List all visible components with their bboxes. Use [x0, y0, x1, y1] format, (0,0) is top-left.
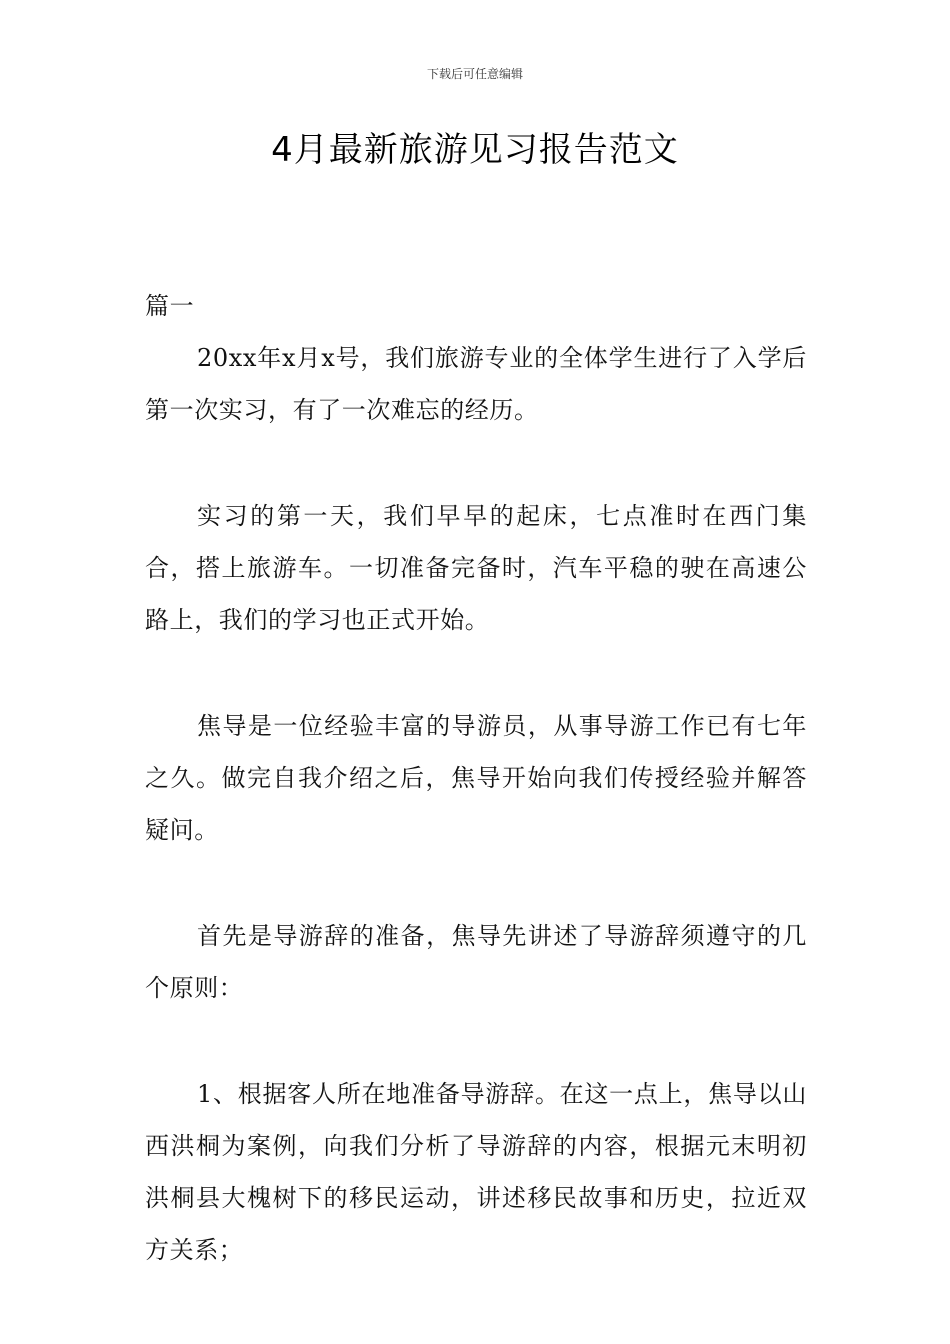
section-heading: 篇一: [145, 292, 195, 320]
header-note: 下载后可任意编辑: [426, 67, 523, 81]
paragraph-5: 1、根据客人所在地准备导游辞。在这一点上，焦导以山西洪桐为案例，向我们分析了导游辞的内容，根据元末明初洪桐县大槐树下的移民运动，讲述移民故事和历史，拉近双方关系；: [145, 1080, 807, 1264]
document-body: [145, 280, 807, 1330]
paragraph-4: 首先是导游辞的准备，焦导先讲述了导游辞须遵守的几个原则：: [145, 922, 807, 1002]
paragraph-3: 焦导是一位经验丰富的导游员，从事导游工作已有七年之久。做完自我介绍之后，焦导开始向我们传授经验并解答疑问。: [145, 712, 807, 844]
paragraph-1: 20xx年x月x号，我们旅游专业的全体学生进行了入学后第一次实习，有了一次难忘的经历。: [145, 344, 807, 424]
document-title: 4月最新旅游见习报告范文: [271, 130, 679, 170]
paragraph-2: 实习的第一天，我们早早的起床，七点准时在西门集合，搭上旅游车。一切准备完备时，汽车平稳的驶在高速公路上，我们的学习也正式开始。: [145, 502, 807, 634]
